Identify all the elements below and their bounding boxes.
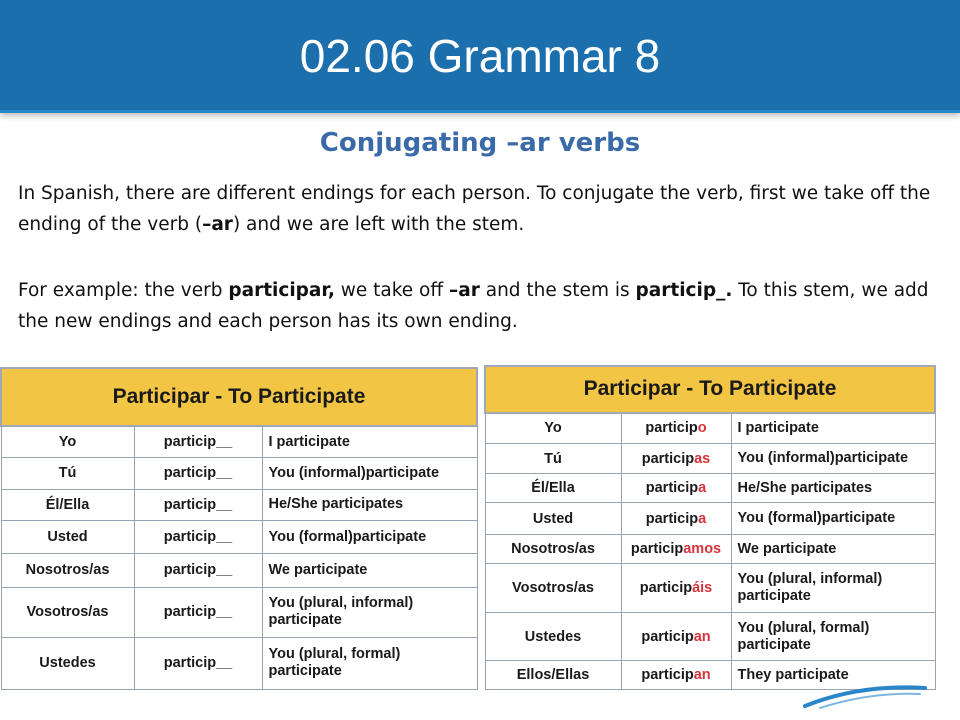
- example-text-2: we take off: [334, 280, 449, 301]
- person-cell: Ellos/Ellas: [485, 661, 621, 690]
- meaning-cell: We participate: [262, 554, 477, 587]
- form-cell: [621, 474, 731, 502]
- person-cell: Vosotros/as: [485, 563, 621, 612]
- meaning-cell: They participate: [731, 661, 935, 690]
- example-paragraph: [18, 275, 948, 337]
- intro-bold-ending: –ar: [202, 214, 233, 235]
- table-row: [485, 563, 935, 612]
- form-cell: [621, 535, 731, 563]
- person-cell: Yo: [485, 413, 621, 444]
- form-cell: [621, 443, 731, 474]
- person-cell: Nosotros/as: [1, 554, 134, 587]
- table-row: [485, 443, 935, 474]
- person-cell: Tú: [1, 458, 134, 489]
- person-cell: Ustedes: [485, 612, 621, 661]
- person-cell: Tú: [485, 443, 621, 474]
- table-row: [1, 637, 477, 689]
- table-header: Participar - To Participate: [485, 366, 935, 413]
- table-blank: [0, 367, 478, 690]
- person-cell: Él/Ella: [485, 474, 621, 502]
- meaning-cell: He/She participates: [731, 474, 935, 502]
- meaning-cell: I participate: [731, 413, 935, 444]
- meaning-cell: You (formal)participate: [262, 520, 477, 553]
- example-bold-stem: particip_.: [635, 280, 733, 301]
- form-cell: particip__: [134, 520, 262, 553]
- ending: o: [697, 420, 707, 437]
- table-row: [1, 520, 477, 553]
- ending: a: [698, 480, 707, 497]
- example-bold-ending: –ar: [449, 280, 480, 301]
- stem: particip: [641, 667, 694, 684]
- meaning-cell: You (informal)participate: [731, 443, 935, 474]
- conjugation-table-completed: [484, 365, 934, 690]
- table-header-row: [1, 368, 477, 426]
- meaning-cell: You (plural, formal) participate: [731, 612, 935, 661]
- form-cell: [621, 661, 731, 690]
- table-row: [485, 474, 935, 502]
- stem: particip: [641, 450, 695, 467]
- person-cell: Usted: [485, 502, 621, 535]
- intro-text-2: ) and we are left with the stem.: [232, 214, 525, 235]
- example-text-3: and the stem is: [479, 280, 636, 301]
- form-cell: [621, 612, 731, 661]
- meaning-cell: You (plural, formal) participate: [262, 637, 477, 689]
- meaning-cell: You (formal)participate: [731, 502, 935, 535]
- table-row: [1, 489, 477, 520]
- person-cell: Él/Ella: [1, 489, 134, 520]
- form-cell: particip__: [134, 489, 262, 520]
- form-cell: [621, 563, 731, 612]
- ending: áis: [692, 579, 713, 596]
- stem: particip: [645, 480, 699, 497]
- person-cell: Vosotros/as: [1, 587, 134, 637]
- table-row: [1, 587, 477, 637]
- person-cell: Usted: [1, 520, 134, 553]
- example-text-1: For example: the verb: [18, 280, 229, 301]
- meaning-cell: I participate: [262, 426, 477, 457]
- table-row: [485, 413, 935, 444]
- ending: amos: [683, 541, 722, 558]
- table-row: [485, 612, 935, 661]
- table-row: [485, 535, 935, 563]
- intro-paragraph: [18, 178, 948, 240]
- table-header: Participar - To Participate: [1, 368, 477, 426]
- stem: particip: [630, 541, 684, 558]
- form-cell: particip__: [134, 458, 262, 489]
- ending: an: [693, 667, 711, 684]
- form-cell: particip__: [134, 637, 262, 689]
- person-cell: Yo: [1, 426, 134, 457]
- slide-title: 02.06 Grammar 8: [299, 30, 661, 82]
- slide-subtitle: Conjugating –ar verbs: [319, 128, 641, 158]
- ending: an: [693, 628, 711, 645]
- meaning-cell: He/She participates: [262, 489, 477, 520]
- slide-header: [0, 0, 960, 113]
- table-header-row: [485, 366, 935, 413]
- conjugation-table-blank: [0, 367, 476, 690]
- example-text-4: To this stem, we add the new endings and each person has its own ending.: [18, 280, 929, 332]
- table-completed: [484, 365, 936, 690]
- meaning-cell: You (plural, informal) participate: [262, 587, 477, 637]
- stem: particip: [639, 579, 693, 596]
- person-cell: Nosotros/as: [485, 535, 621, 563]
- stem: particip: [641, 628, 694, 645]
- meaning-cell: We participate: [731, 535, 935, 563]
- form-cell: [621, 502, 731, 535]
- table-row: [1, 458, 477, 489]
- form-cell: particip__: [134, 426, 262, 457]
- table-row: [485, 502, 935, 535]
- form-cell: particip__: [134, 587, 262, 637]
- stem: particip: [645, 510, 699, 527]
- table-row: [1, 426, 477, 457]
- meaning-cell: You (plural, informal) participate: [731, 563, 935, 612]
- meaning-cell: You (informal)participate: [262, 458, 477, 489]
- stem: particip: [645, 420, 698, 437]
- person-cell: Ustedes: [1, 637, 134, 689]
- form-cell: [621, 413, 731, 444]
- example-bold-verb: participar,: [228, 280, 335, 301]
- ending: a: [698, 510, 707, 527]
- logo-swoosh-icon: [800, 680, 930, 710]
- table-row: [1, 554, 477, 587]
- intro-text-1: In Spanish, there are different endings for each person. To conjugate the verb, first we take off the ending of the verb (: [18, 183, 931, 235]
- form-cell: particip__: [134, 554, 262, 587]
- ending: as: [694, 450, 711, 467]
